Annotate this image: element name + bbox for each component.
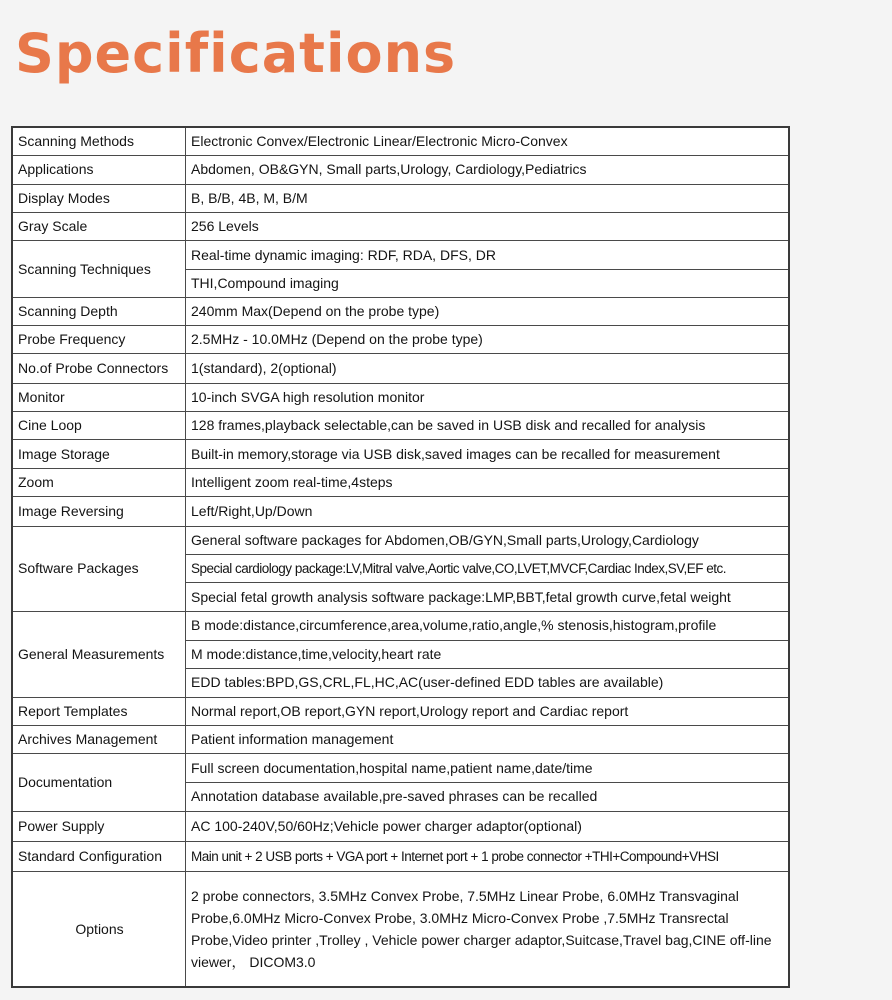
spec-value: 128 frames,playback selectable,can be saved in USB disk and recalled for analysis [186,411,790,439]
spec-label: Cine Loop [12,411,186,439]
spec-label: Standard Configuration [12,842,186,872]
spec-value: Patient information management [186,726,790,754]
table-row [12,326,789,354]
spec-value: Special fetal growth analysis software package:LMP,BBT,fetal growth curve,fetal weight [186,583,790,612]
spec-value: General software packages for Abdomen,OB/GYN,Small parts,Urology,Cardiology [186,526,790,554]
spec-value: Special cardiology package:LV,Mitral valve,Aortic valve,CO,LVET,MVCF,Cardiac Index,SV,EF etc. [186,554,790,582]
spec-value: Abdomen, OB&GYN, Small parts,Urology, Cardiology,Pediatrics [186,155,790,184]
spec-value: THI,Compound imaging [186,269,790,297]
spec-value: Real-time dynamic imaging: RDF, RDA, DFS, DR [186,241,790,269]
spec-label: No.of Probe Connectors [12,354,186,383]
spec-label: General Measurements [12,612,186,698]
table-row [12,439,789,468]
spec-value: Built-in memory,storage via USB disk,saved images can be recalled for measurement [186,439,790,468]
spec-label: Documentation [12,754,186,811]
spec-label: Display Modes [12,184,186,212]
spec-label: Scanning Methods [12,127,186,155]
table-row [12,811,789,841]
specifications-table [11,126,790,988]
spec-value: 240mm Max(Depend on the probe type) [186,297,790,325]
table-row [12,697,789,725]
spec-value: 256 Levels [186,213,790,241]
spec-value: 2.5MHz - 10.0MHz (Depend on the probe type) [186,326,790,354]
table-row [12,213,789,241]
table-row [12,127,789,155]
table-row [12,184,789,212]
table-row [12,726,789,754]
spec-value: Annotation database available,pre-saved phrases can be recalled [186,782,790,811]
spec-label: Image Storage [12,439,186,468]
spec-label: Scanning Techniques [12,241,186,297]
spec-value: Electronic Convex/Electronic Linear/Electronic Micro-Convex [186,127,790,155]
table-row [12,469,789,497]
spec-label: Options [12,872,186,987]
spec-value: Normal report,OB report,GYN report,Urology report and Cardiac report [186,697,790,725]
spec-value: Full screen documentation,hospital name,patient name,date/time [186,754,790,782]
table-row [12,354,789,383]
spec-label: Power Supply [12,811,186,841]
table-row [12,612,789,640]
table-row [12,155,789,184]
spec-label: Probe Frequency [12,326,186,354]
spec-value: Main unit + 2 USB ports + VGA port + Internet port + 1 probe connector +THI+Compound+VHSI [186,842,790,872]
spec-value: 10-inch SVGA high resolution monitor [186,383,790,411]
spec-label: Scanning Depth [12,297,186,325]
table-row [12,872,789,987]
spec-value: B mode:distance,circumference,area,volume,ratio,angle,% stenosis,histogram,profile [186,612,790,640]
table-row [12,754,789,782]
table-row [12,526,789,554]
spec-value: M mode:distance,time,velocity,heart rate [186,640,790,668]
table-row [12,297,789,325]
table-row [12,241,789,269]
spec-value: Intelligent zoom real-time,4steps [186,469,790,497]
spec-label: Monitor [12,383,186,411]
spec-value: EDD tables:BPD,GS,CRL,FL,HC,AC(user-defined EDD tables are available) [186,668,790,697]
spec-label: Image Reversing [12,497,186,526]
spec-label: Archives Management [12,726,186,754]
table-row [12,383,789,411]
table-row [12,411,789,439]
spec-value: 2 probe connectors, 3.5MHz Convex Probe, 7.5MHz Linear Probe, 6.0MHz Transvaginal Probe,6.0MHz Micro-Convex Probe, 3.0MHz Micro-Convex Probe ,7.5MHz Transrectal Probe,Video printer ,Trolley , Vehicle power charger adaptor,Suitcase,Travel bag,CINE off-line viewer， DICOM3.0 [186,872,790,987]
table-row [12,842,789,872]
spec-label: Report Templates [12,697,186,725]
spec-value: 1(standard), 2(optional) [186,354,790,383]
page-title: Specifications [15,22,457,85]
spec-label: Gray Scale [12,213,186,241]
spec-label: Zoom [12,469,186,497]
spec-label: Software Packages [12,526,186,612]
spec-label: Applications [12,155,186,184]
spec-value: AC 100-240V,50/60Hz;Vehicle power charger adaptor(optional) [186,811,790,841]
table-row [12,497,789,526]
spec-value: B, B/B, 4B, M, B/M [186,184,790,212]
spec-value: Left/Right,Up/Down [186,497,790,526]
